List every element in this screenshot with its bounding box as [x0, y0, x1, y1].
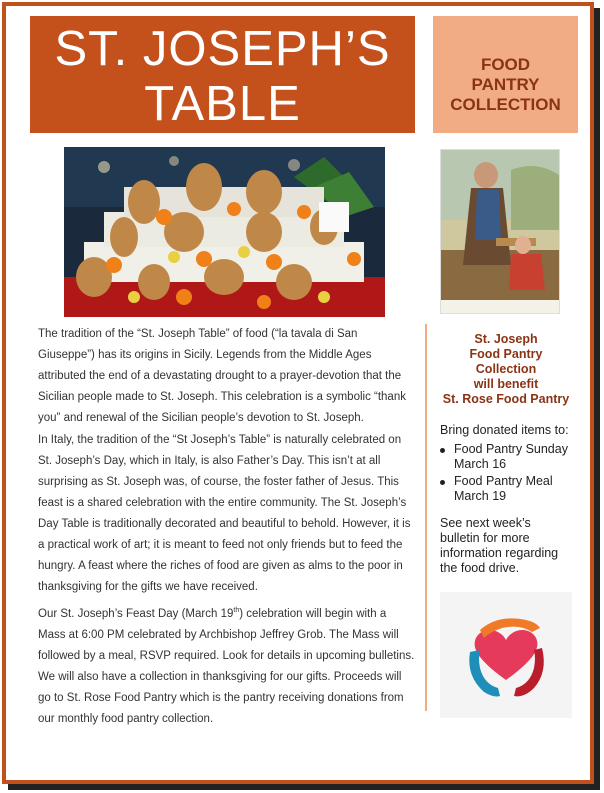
column-divider: [425, 324, 427, 711]
paragraph-3-after: ) celebration will begin with a Mass at 6:00 PM celebrated by Archbishop Jeffrey Grob. The Mass will followed by a meal, RSVP required. Look for details in upcoming bulletins. We will also have a collection in thanksgiving for our gifts. Proceeds will go to St. Rose Food Pantry which is the pantry receiving donations from our monthly food pantry collection.: [38, 607, 415, 725]
event-name: Food Pantry Meal: [454, 474, 553, 488]
st-joseph-table-photo: [64, 147, 385, 317]
paragraph-1: The tradition of the “St. Joseph Table” of food (“la tavala di San Giuseppe”) has its origins in Sicily. Legends from the Middle Ages attributed the end of a devastating drought to a prayer-devotion that the Sicilian people made to St. Joseph. This celebration is a symbolic “thank you” and renewal of the Sicilian people’s devotion to St. Joseph.: [38, 328, 406, 424]
benefit-line: Food Pantry: [469, 347, 543, 361]
bring-label: Bring donated items to:: [440, 423, 569, 437]
food-header-line-1: FOOD: [480, 55, 531, 74]
benefit-line: Collection: [475, 362, 537, 376]
event-date: March 19: [454, 489, 507, 503]
bullet-icon: [440, 448, 445, 453]
heart-hands-icon: [440, 592, 572, 718]
event-date: March 16: [454, 457, 507, 471]
see-next-week-note: See next week’s bulletin for more information regarding the food drive.: [440, 516, 559, 575]
paragraph-3-before: Our St. Joseph’s Feast Day (March 19: [38, 607, 234, 620]
title-line-1: ST. JOSEPH’S: [54, 22, 391, 76]
page-title: [30, 16, 415, 133]
list-item: [438, 442, 578, 472]
benefit-notice: [436, 332, 576, 407]
bulletin-page: [2, 2, 594, 784]
title-line-2: TABLE: [144, 77, 301, 131]
event-name: Food Pantry Sunday: [454, 442, 568, 456]
paragraph-3: [38, 600, 416, 730]
drop-off-list: [438, 440, 578, 504]
benefit-line: will benefit: [473, 377, 539, 391]
food-header-line-3: COLLECTION: [450, 95, 561, 114]
food-pantry-header: [433, 16, 578, 133]
benefit-line: St. Joseph: [474, 332, 538, 346]
logo-panel: [440, 592, 572, 718]
list-item: [438, 474, 578, 504]
paragraph-2: In Italy, the tradition of the “St Joseph’s Table” is naturally celebrated on St. Joseph’s Day, which in Italy, is also Father’s Day. This isn’t at all surprising as St. Joseph was, of course, the foster father of Jesus. This feast is a shared celebration with the entire community. The St. Joseph’s Day Table is traditionally decorated and beautiful to behold. However, it is a practical work of art; it is meant to feed not only friends but to feed the hungry. A feast where the riches of food are given as alms to the poor in thanksgiving for the gifts we have received.: [38, 434, 411, 593]
paragraph-3-sup: th: [233, 607, 240, 614]
food-header-line-2: PANTRY: [471, 75, 540, 94]
st-joseph-painting: [440, 149, 560, 314]
bullet-icon: [440, 480, 445, 485]
benefit-line: St. Rose Food Pantry: [442, 392, 570, 406]
